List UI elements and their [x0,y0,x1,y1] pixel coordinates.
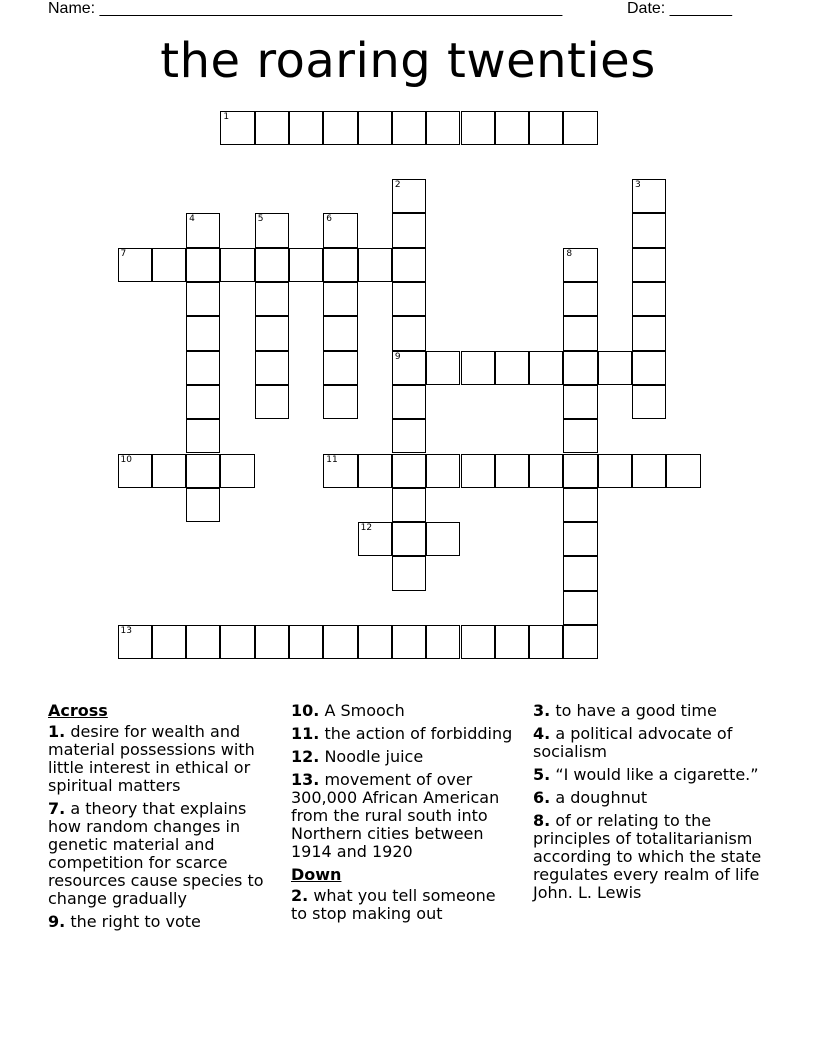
clue-text: to have a good time [555,701,717,720]
grid-cell[interactable] [563,385,597,419]
clue-number: 13. [291,770,320,789]
grid-cell[interactable] [563,351,597,385]
grid-cell[interactable] [495,111,529,145]
grid-cell[interactable] [186,419,220,453]
grid-cell[interactable] [186,488,220,522]
grid-cell[interactable] [666,454,700,488]
clue-text: a political advocate of socialism [533,724,733,761]
grid-cell[interactable] [426,522,460,556]
clue-item [533,789,769,807]
grid-cell[interactable] [563,454,597,488]
grid-cell[interactable] [152,248,186,282]
grid-cell[interactable] [152,625,186,659]
grid-cell[interactable] [220,111,254,145]
grid-cell[interactable] [289,248,323,282]
grid-cell[interactable] [426,625,460,659]
clue-text: a doughnut [555,788,648,807]
grid-cell[interactable] [632,248,666,282]
clue-item [533,725,769,761]
grid-cell[interactable] [323,111,357,145]
grid-cell[interactable] [392,316,426,350]
grid-cell[interactable] [118,625,152,659]
grid-cell[interactable] [529,351,563,385]
cell-number: 9 [394,351,401,362]
grid-cell[interactable] [186,625,220,659]
cell-number: 5 [257,214,264,225]
grid-cell[interactable] [186,248,220,282]
grid-cell[interactable] [255,248,289,282]
cell-number: 3 [635,180,641,191]
grid-cell[interactable] [186,351,220,385]
grid-cell[interactable] [563,488,597,522]
grid-cell[interactable] [392,351,426,385]
grid-cell[interactable] [323,385,357,419]
cell-number: 4 [189,214,195,225]
grid-cell[interactable] [323,282,357,316]
clue-number: 6. [533,788,551,807]
clue-text: movement of over 300,000 African American from the rural south into Northern cities between 1914 and 1920 [291,770,500,861]
clue-text: of or relating to the principles of totalitarianism according to which the state regulates every realm of life John. L. Lewis [533,811,762,902]
grid-cell[interactable] [563,111,597,145]
name-line: ____________________________________________________ [99,0,563,17]
cell-number: 10 [120,454,132,465]
grid-cell[interactable] [358,111,392,145]
grid-cell[interactable] [563,248,597,282]
grid-cell[interactable] [323,454,357,488]
grid-cell[interactable] [392,419,426,453]
grid-cell[interactable] [392,179,426,213]
grid-cell[interactable] [392,248,426,282]
grid-cell[interactable] [392,111,426,145]
grid-cell[interactable] [358,522,392,556]
clue-item [48,723,274,795]
clue-number: 11. [291,724,320,743]
cell-number: 7 [120,248,127,259]
grid-cell[interactable] [632,454,666,488]
grid-cell[interactable] [529,625,563,659]
clue-text: A Smooch [324,701,405,720]
clue-column-2 [291,702,513,928]
grid-cell[interactable] [118,454,152,488]
clue-item [291,771,513,861]
grid-cell[interactable] [632,213,666,247]
grid-cell[interactable] [426,351,460,385]
grid-cell[interactable] [563,625,597,659]
grid-cell[interactable] [255,282,289,316]
clue-column-3 [533,702,769,907]
clue-number: 4. [533,724,551,743]
grid-cell[interactable] [220,454,254,488]
grid-cell[interactable] [563,282,597,316]
clue-number: 10. [291,701,320,720]
clue-number: 9. [48,912,66,931]
grid-cell[interactable] [186,454,220,488]
clue-number: 8. [533,811,551,830]
grid-cell[interactable] [255,625,289,659]
grid-cell[interactable] [255,316,289,350]
clue-item [48,913,274,931]
grid-cell[interactable] [632,316,666,350]
clue-text: the right to vote [70,912,201,931]
grid-cell[interactable] [255,213,289,247]
grid-cell[interactable] [152,454,186,488]
clue-text: what you tell someone to stop making out [291,886,496,923]
grid-cell[interactable] [186,316,220,350]
cell-number: 2 [394,180,401,191]
grid-cell[interactable] [186,282,220,316]
grid-cell[interactable] [563,556,597,590]
clue-text: Noodle juice [324,747,424,766]
grid-cell[interactable] [632,179,666,213]
grid-cell[interactable] [255,351,289,385]
grid-cell[interactable] [392,454,426,488]
page-title: the roaring twenties [160,33,656,89]
date-label: Date: [627,0,666,17]
grid-cell[interactable] [289,111,323,145]
clue-text: “I would like a cigarette.” [555,765,759,784]
clue-text: a theory that explains how random changes in genetic material and competition for scarce resources cause species to change gradually [48,799,264,908]
clue-item [291,725,513,743]
grid-cell[interactable] [632,282,666,316]
clue-item [533,766,769,784]
grid-cell[interactable] [426,454,460,488]
grid-cell[interactable] [632,385,666,419]
grid-cell[interactable] [118,248,152,282]
clue-column-1 [48,702,274,936]
clue-item [533,702,769,720]
grid-cell[interactable] [495,625,529,659]
grid-cell[interactable] [563,522,597,556]
grid-cell[interactable] [598,454,632,488]
grid-cell[interactable] [323,351,357,385]
grid-cell[interactable] [186,385,220,419]
grid-cell[interactable] [255,385,289,419]
clue-number: 12. [291,747,320,766]
grid-cell[interactable] [632,351,666,385]
grid-cell[interactable] [461,454,495,488]
cell-number: 8 [566,248,573,259]
grid-cell[interactable] [461,625,495,659]
grid-cell[interactable] [563,316,597,350]
grid-cell[interactable] [358,248,392,282]
cell-number: 1 [223,111,230,122]
cell-number: 13 [120,626,132,636]
grid-cell[interactable] [529,454,563,488]
grid-cell[interactable] [392,625,426,659]
cell-number: 11 [326,454,338,465]
clue-number: 7. [48,799,66,818]
clue-number: 1. [48,722,66,741]
grid-cell[interactable] [220,248,254,282]
clue-number: 3. [533,701,551,720]
grid-cell[interactable] [255,111,289,145]
down-heading: Down [291,865,342,884]
clue-text: desire for wealth and material possessions with little interest in ethical or spiritual matters [48,722,255,795]
grid-cell[interactable] [392,213,426,247]
grid-cell[interactable] [461,111,495,145]
grid-cell[interactable] [392,385,426,419]
grid-cell[interactable] [220,625,254,659]
grid-cell[interactable] [495,454,529,488]
grid-cell[interactable] [289,625,323,659]
grid-cell[interactable] [358,625,392,659]
clue-text: the action of forbidding [324,724,513,743]
grid-cell[interactable] [323,248,357,282]
grid-cell[interactable] [529,111,563,145]
grid-cell[interactable] [358,454,392,488]
name-label: Name: [48,0,96,17]
cell-number: 12 [360,523,373,534]
clue-number: 5. [533,765,551,784]
grid-cell[interactable] [323,625,357,659]
grid-cell[interactable] [392,556,426,590]
date-line: _______ [669,0,732,17]
grid-cell[interactable] [323,316,357,350]
clue-item [291,702,513,720]
clue-number: 2. [291,886,309,905]
clue-item [291,887,513,923]
grid-cell[interactable] [563,419,597,453]
grid-cell[interactable] [495,351,529,385]
grid-cell[interactable] [392,488,426,522]
grid-cell[interactable] [426,111,460,145]
clue-item [533,812,769,902]
cell-number: 6 [326,214,333,225]
grid-cell[interactable] [598,351,632,385]
grid-cell[interactable] [323,213,357,247]
clue-item [291,748,513,766]
grid-cell[interactable] [563,591,597,625]
grid-cell[interactable] [392,522,426,556]
grid-cell[interactable] [461,351,495,385]
clue-item [48,800,274,908]
grid-cell[interactable] [186,213,220,247]
grid-cell[interactable] [392,282,426,316]
across-heading: Across [48,701,108,720]
